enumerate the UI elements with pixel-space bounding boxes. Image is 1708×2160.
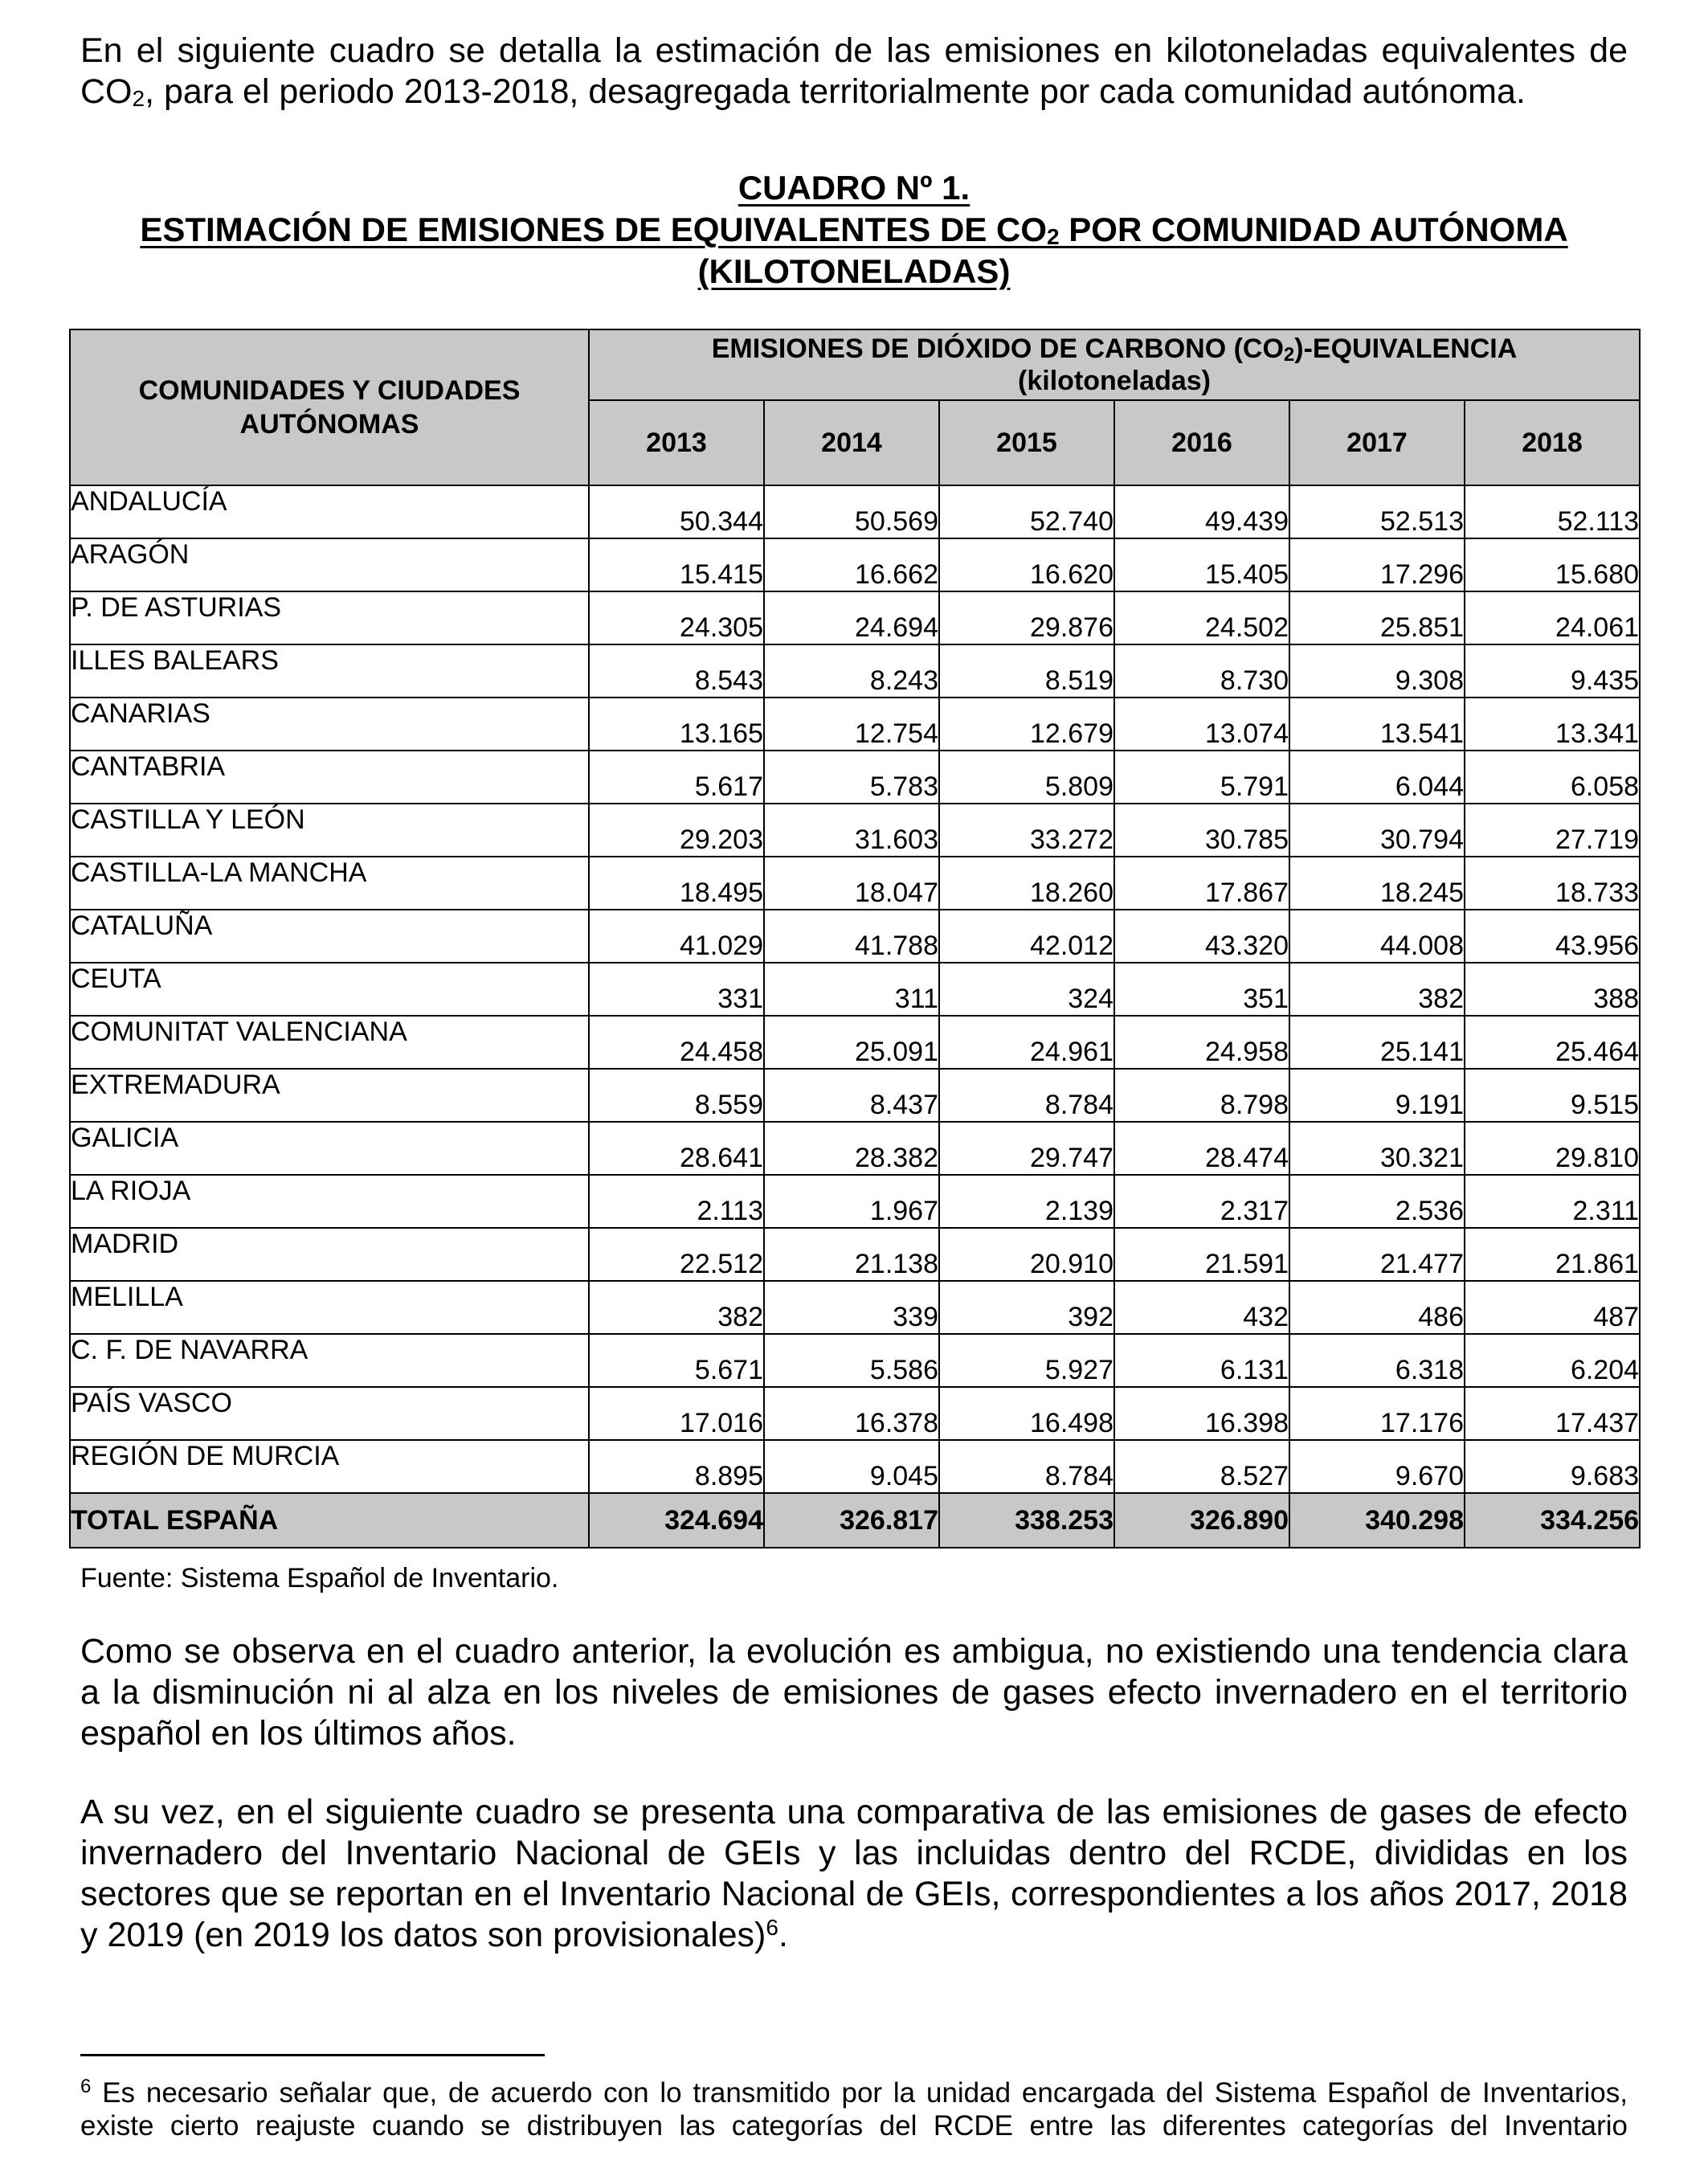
emission-value: 15.415 <box>589 538 764 591</box>
region-name: CEUTA <box>70 963 589 1016</box>
emission-value: 16.498 <box>939 1387 1114 1440</box>
table-row <box>70 1387 1640 1440</box>
emission-value: 432 <box>1114 1281 1289 1334</box>
emission-value: 9.515 <box>1465 1069 1640 1122</box>
title-line-1: CUADRO Nº 1. <box>738 169 970 207</box>
table-row <box>70 1122 1640 1175</box>
emission-value: 486 <box>1289 1281 1465 1334</box>
emission-value: 8.895 <box>589 1440 764 1493</box>
footnote-marker: 6 <box>80 2076 92 2097</box>
year-header: 2013 <box>589 400 764 485</box>
emission-value: 24.305 <box>589 591 764 644</box>
region-name: CASTILLA Y LEÓN <box>70 804 589 857</box>
emission-value: 22.512 <box>589 1228 764 1281</box>
emission-value: 351 <box>1114 963 1289 1016</box>
emission-value: 16.378 <box>764 1387 939 1440</box>
table-row <box>70 804 1640 857</box>
intro-paragraph <box>80 31 1628 112</box>
emission-value: 20.910 <box>939 1228 1114 1281</box>
emission-value: 42.012 <box>939 910 1114 963</box>
title-co2-subscript: 2 <box>1047 224 1060 249</box>
emission-value: 13.541 <box>1289 698 1465 751</box>
emission-value: 9.435 <box>1465 644 1640 698</box>
emission-value: 2.311 <box>1465 1175 1640 1228</box>
emission-value: 1.967 <box>764 1175 939 1228</box>
table-source: Fuente: Sistema Español de Inventario. <box>80 1563 559 1593</box>
emission-value: 339 <box>764 1281 939 1334</box>
emission-value: 382 <box>589 1281 764 1334</box>
emission-value: 16.620 <box>939 538 1114 591</box>
emission-value: 13.074 <box>1114 698 1289 751</box>
co2-subscript: 2 <box>132 86 145 111</box>
table-row <box>70 1228 1640 1281</box>
paragraph-2: Como se observa en el cuadro anterior, la evolución es ambigua, no existiendo una tendencia clara a la disminución ni al alza en los niveles de emisiones de gases efecto invernadero en el territorio español en los últimos años. <box>80 1632 1628 1753</box>
emission-value: 6.131 <box>1114 1334 1289 1387</box>
emission-value: 18.495 <box>589 857 764 910</box>
emission-value: 6.318 <box>1289 1334 1465 1387</box>
table-row <box>70 538 1640 591</box>
paragraph-3-end: . <box>778 1916 788 1954</box>
group-header-subscript: 2 <box>1283 344 1295 366</box>
emission-value: 17.296 <box>1289 538 1465 591</box>
emission-value: 30.785 <box>1114 804 1289 857</box>
emission-value: 24.458 <box>589 1016 764 1069</box>
emission-value: 8.784 <box>939 1069 1114 1122</box>
region-name: CANARIAS <box>70 698 589 751</box>
emission-value: 25.091 <box>764 1016 939 1069</box>
year-header: 2014 <box>764 400 939 485</box>
emission-value: 28.641 <box>589 1122 764 1175</box>
corner-header: COMUNIDADES Y CIUDADES AUTÓNOMAS <box>70 329 589 485</box>
emission-value: 340.298 <box>1289 1493 1465 1548</box>
region-name: LA RIOJA <box>70 1175 589 1228</box>
region-name: CANTABRIA <box>70 751 589 804</box>
table-row <box>70 698 1640 751</box>
group-header <box>589 329 1640 400</box>
emission-value: 8.784 <box>939 1440 1114 1493</box>
table-row <box>70 644 1640 698</box>
table-row <box>70 1016 1640 1069</box>
paragraph-3 <box>80 1792 1628 1956</box>
emissions-table <box>69 329 1641 1548</box>
emission-value: 52.740 <box>939 485 1114 538</box>
region-name: CATALUÑA <box>70 910 589 963</box>
year-header: 2015 <box>939 400 1114 485</box>
footnote-text-1: Es necesario señalar que, de acuerdo con lo transmitido por la unidad encargada del Sistema Español de Inventarios, <box>91 2077 1628 2109</box>
region-name: GALICIA <box>70 1122 589 1175</box>
emission-value: 17.016 <box>589 1387 764 1440</box>
region-name: MELILLA <box>70 1281 589 1334</box>
emission-value: 2.536 <box>1289 1175 1465 1228</box>
region-name: MADRID <box>70 1228 589 1281</box>
table-row <box>70 1334 1640 1387</box>
region-name: CASTILLA-LA MANCHA <box>70 857 589 910</box>
year-header: 2018 <box>1465 400 1640 485</box>
emission-value: 24.061 <box>1465 591 1640 644</box>
emission-value: 30.321 <box>1289 1122 1465 1175</box>
emission-value: 8.798 <box>1114 1069 1289 1122</box>
emission-value: 25.851 <box>1289 591 1465 644</box>
emission-value: 331 <box>589 963 764 1016</box>
emission-value: 6.058 <box>1465 751 1640 804</box>
emission-value: 8.527 <box>1114 1440 1289 1493</box>
emission-value: 31.603 <box>764 804 939 857</box>
emission-value: 21.477 <box>1289 1228 1465 1281</box>
emission-value: 5.927 <box>939 1334 1114 1387</box>
table-body <box>70 485 1640 1548</box>
emission-value: 9.308 <box>1289 644 1465 698</box>
emission-value: 17.176 <box>1289 1387 1465 1440</box>
title-line-2-end: POR COMUNIDAD AUTÓNOMA <box>1059 211 1568 248</box>
emission-value: 24.502 <box>1114 591 1289 644</box>
emission-value: 8.519 <box>939 644 1114 698</box>
emission-value: 326.890 <box>1114 1493 1289 1548</box>
emission-value: 12.679 <box>939 698 1114 751</box>
intro-text: En el siguiente cuadro se detalla la estimación de las emisiones en kilotoneladas equivalentes de CO <box>80 31 1628 111</box>
table-row <box>70 1281 1640 1334</box>
footnote <box>80 2076 1628 2142</box>
emission-value: 28.474 <box>1114 1122 1289 1175</box>
emission-value: 388 <box>1465 963 1640 1016</box>
emission-value: 487 <box>1465 1281 1640 1334</box>
emission-value: 311 <box>764 963 939 1016</box>
emission-value: 43.956 <box>1465 910 1640 963</box>
region-name: PAÍS VASCO <box>70 1387 589 1440</box>
emission-value: 334.256 <box>1465 1493 1640 1548</box>
emission-value: 29.203 <box>589 804 764 857</box>
group-header-text-end: )-EQUIVALENCIA <box>1294 333 1518 364</box>
emission-value: 44.008 <box>1289 910 1465 963</box>
region-name: REGIÓN DE MURCIA <box>70 1440 589 1493</box>
paragraph-3-text: A su vez, en el siguiente cuadro se presenta una comparativa de las emisiones de gases de efecto invernadero del Inventario Nacional de GEIs y las incluidas dentro del RCDE, divididas en los sectores que se reportan en el Inventario Nacional de GEIs, correspondientes a los años 2017, 2018 y 2019 (en 2019 los datos son provisionales) <box>80 1793 1628 1954</box>
emission-value: 5.586 <box>764 1334 939 1387</box>
table-row <box>70 485 1640 538</box>
emission-value: 25.141 <box>1289 1016 1465 1069</box>
emission-value: 50.569 <box>764 485 939 538</box>
emission-value: 29.747 <box>939 1122 1114 1175</box>
region-name: TOTAL ESPAÑA <box>70 1493 589 1548</box>
emission-value: 9.670 <box>1289 1440 1465 1493</box>
table-title <box>80 167 1628 292</box>
emission-value: 5.791 <box>1114 751 1289 804</box>
emission-value: 52.113 <box>1465 485 1640 538</box>
title-line-2-text: ESTIMACIÓN DE EMISIONES DE EQUIVALENTES DE CO <box>140 211 1048 248</box>
region-name: C. F. DE NAVARRA <box>70 1334 589 1387</box>
emission-value: 392 <box>939 1281 1114 1334</box>
emission-value: 13.341 <box>1465 698 1640 751</box>
emission-value: 382 <box>1289 963 1465 1016</box>
emission-value: 16.398 <box>1114 1387 1289 1440</box>
emission-value: 29.876 <box>939 591 1114 644</box>
emission-value: 2.317 <box>1114 1175 1289 1228</box>
emission-value: 9.191 <box>1289 1069 1465 1122</box>
emission-value: 30.794 <box>1289 804 1465 857</box>
emission-value: 15.680 <box>1465 538 1640 591</box>
footnote-reference[interactable]: 6 <box>766 1915 778 1940</box>
emission-value: 21.138 <box>764 1228 939 1281</box>
emission-value: 8.730 <box>1114 644 1289 698</box>
intro-text-end: , para el periodo 2013-2018, desagregada territorialmente por cada comunidad autónoma. <box>145 72 1526 111</box>
year-header: 2016 <box>1114 400 1289 485</box>
emission-value: 17.867 <box>1114 857 1289 910</box>
table-row <box>70 1440 1640 1493</box>
table-row <box>70 1069 1640 1122</box>
emission-value: 5.671 <box>589 1334 764 1387</box>
emission-value: 9.683 <box>1465 1440 1640 1493</box>
emission-value: 28.382 <box>764 1122 939 1175</box>
table-row <box>70 857 1640 910</box>
emission-value: 17.437 <box>1465 1387 1640 1440</box>
emission-value: 8.543 <box>589 644 764 698</box>
emission-value: 29.810 <box>1465 1122 1640 1175</box>
emission-value: 12.754 <box>764 698 939 751</box>
emission-value: 338.253 <box>939 1493 1114 1548</box>
emission-value: 49.439 <box>1114 485 1289 538</box>
emission-value: 18.047 <box>764 857 939 910</box>
title-line-2 <box>80 209 1628 251</box>
group-header-text: EMISIONES DE DIÓXIDO DE CARBONO (CO <box>711 333 1284 364</box>
emission-value: 6.044 <box>1289 751 1465 804</box>
emission-value: 324.694 <box>589 1493 764 1548</box>
emission-value: 2.139 <box>939 1175 1114 1228</box>
emission-value: 6.204 <box>1465 1334 1640 1387</box>
region-name: COMUNITAT VALENCIANA <box>70 1016 589 1069</box>
emission-value: 52.513 <box>1289 485 1465 538</box>
table-row <box>70 910 1640 963</box>
emission-value: 5.809 <box>939 751 1114 804</box>
table-row <box>70 591 1640 644</box>
region-name: P. DE ASTURIAS <box>70 591 589 644</box>
emission-value: 21.591 <box>1114 1228 1289 1281</box>
emission-value: 18.260 <box>939 857 1114 910</box>
year-header: 2017 <box>1289 400 1465 485</box>
emission-value: 33.272 <box>939 804 1114 857</box>
footnote-line-2: existe cierto reajuste cuando se distribuyen las categorías del RCDE entre las diferentes categorías del Inventario <box>80 2110 1628 2142</box>
emission-value: 50.344 <box>589 485 764 538</box>
emission-value: 15.405 <box>1114 538 1289 591</box>
emission-value: 24.694 <box>764 591 939 644</box>
emission-value: 13.165 <box>589 698 764 751</box>
total-row <box>70 1493 1640 1548</box>
emission-value: 41.788 <box>764 910 939 963</box>
footnote-separator <box>80 2054 545 2056</box>
emission-value: 21.861 <box>1465 1228 1640 1281</box>
table-row <box>70 963 1640 1016</box>
footnote-line-1 <box>80 2076 1628 2109</box>
emission-value: 8.559 <box>589 1069 764 1122</box>
region-name: ANDALUCÍA <box>70 485 589 538</box>
emission-value: 18.245 <box>1289 857 1465 910</box>
group-header-unit: (kilotoneladas) <box>1018 366 1211 396</box>
emission-value: 2.113 <box>589 1175 764 1228</box>
emission-value: 24.961 <box>939 1016 1114 1069</box>
region-name: EXTREMADURA <box>70 1069 589 1122</box>
emission-value: 24.958 <box>1114 1016 1289 1069</box>
emission-value: 326.817 <box>764 1493 939 1548</box>
emission-value: 5.783 <box>764 751 939 804</box>
table-row <box>70 1175 1640 1228</box>
emission-value: 41.029 <box>589 910 764 963</box>
emission-value: 9.045 <box>764 1440 939 1493</box>
emission-value: 27.719 <box>1465 804 1640 857</box>
title-line-3: (KILOTONELADAS) <box>697 252 1011 290</box>
emission-value: 16.662 <box>764 538 939 591</box>
emission-value: 8.243 <box>764 644 939 698</box>
emission-value: 43.320 <box>1114 910 1289 963</box>
region-name: ILLES BALEARS <box>70 644 589 698</box>
emission-value: 324 <box>939 963 1114 1016</box>
table-row <box>70 751 1640 804</box>
emission-value: 25.464 <box>1465 1016 1640 1069</box>
region-name: ARAGÓN <box>70 538 589 591</box>
emission-value: 8.437 <box>764 1069 939 1122</box>
emission-value: 5.617 <box>589 751 764 804</box>
emission-value: 18.733 <box>1465 857 1640 910</box>
